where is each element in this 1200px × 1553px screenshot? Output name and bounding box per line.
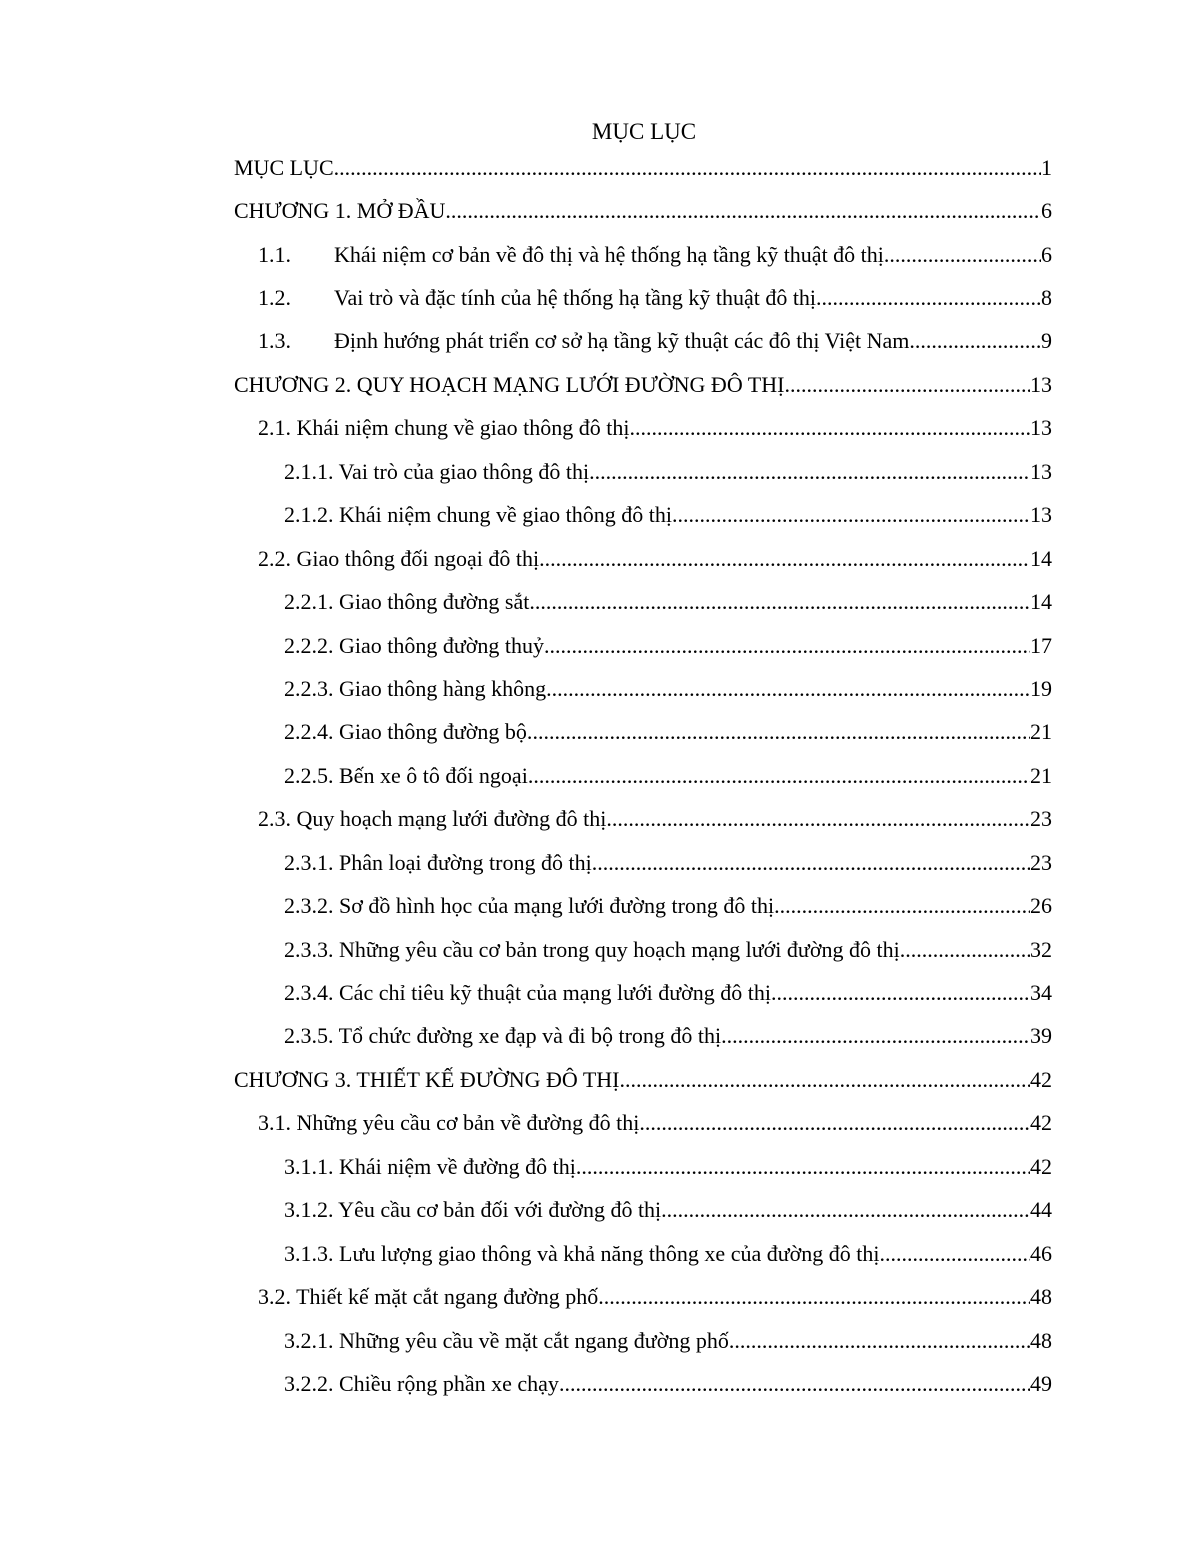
toc-dot-leader xyxy=(774,893,1030,919)
toc-dot-leader xyxy=(771,980,1030,1006)
toc-dot-leader xyxy=(592,850,1030,876)
toc-page-number: 14 xyxy=(1030,589,1052,615)
toc-dot-leader xyxy=(334,155,1041,181)
toc-entry-number: 1.1. xyxy=(258,241,291,267)
toc-entry[interactable] xyxy=(234,276,1052,319)
toc-entry-text: 2.2.1. Giao thông đường sắt xyxy=(284,589,530,615)
toc-dot-leader xyxy=(529,589,1030,615)
toc-entry-text: CHƯƠNG 3. THIẾT KẾ ĐƯỜNG ĐÔ THỊ xyxy=(234,1066,620,1092)
toc-entry[interactable] xyxy=(234,1362,1052,1405)
toc-entry[interactable] xyxy=(234,798,1052,841)
toc-page-number: 9 xyxy=(1041,328,1052,354)
toc-entry-text: 2.3.4. Các chỉ tiêu kỹ thuật của mạng lưới đường đô thị xyxy=(284,980,772,1006)
toc-entry-text: 3.1. Những yêu cầu cơ bản về đường đô thị xyxy=(258,1110,640,1136)
toc-page-number: 46 xyxy=(1030,1240,1052,1266)
toc-entry-number: 1.3. xyxy=(258,328,291,354)
toc-dot-leader xyxy=(620,1067,1030,1093)
toc-entry-text: 3.1.1. Khái niệm về đường đô thị xyxy=(284,1153,576,1179)
toc-page-number: 42 xyxy=(1030,1110,1052,1136)
toc-dot-leader xyxy=(729,1328,1030,1354)
toc-entry[interactable] xyxy=(234,233,1052,276)
toc-entry-text: 2.1. Khái niệm chung về giao thông đô thị xyxy=(258,415,630,441)
toc-dot-leader xyxy=(528,763,1030,789)
toc-entry-text: 3.2. Thiết kế mặt cắt ngang đường phố xyxy=(258,1284,599,1310)
toc-entry[interactable] xyxy=(234,841,1052,884)
toc-entry-text: 2.2.3. Giao thông hàng không xyxy=(284,675,547,701)
toc-entry[interactable] xyxy=(234,1102,1052,1145)
toc-entry-text: 2.2. Giao thông đối ngoại đô thị xyxy=(258,545,540,571)
toc-dot-leader xyxy=(550,633,1030,659)
toc-entry-text: 3.2.2. Chiều rộng phần xe chạy xyxy=(284,1370,559,1396)
toc-entry-text: 2.3.5. Tổ chức đường xe đạp và đi bộ trong đô thị xyxy=(284,1023,722,1049)
toc-entry-text: Khái niệm cơ bản về đô thị và hệ thống hạ tầng kỹ thuật đô thị xyxy=(334,241,884,267)
toc-dot-leader xyxy=(532,719,1030,745)
toc-entry[interactable] xyxy=(234,537,1052,580)
toc-entry-text: 2.1.2. Khái niệm chung về giao thông đô thị xyxy=(284,502,672,528)
toc-entry-text: 2.1.1. Vai trò của giao thông đô thị xyxy=(284,458,590,484)
toc-page-number: 13 xyxy=(1030,502,1052,528)
toc-page-number: 49 xyxy=(1030,1370,1052,1396)
toc-entry-text: Định hướng phát triển cơ sở hạ tầng kỹ thuật các đô thị Việt Nam xyxy=(334,328,910,354)
toc-entry[interactable] xyxy=(234,884,1052,927)
toc-page-number: 19 xyxy=(1030,675,1052,701)
toc-entry[interactable] xyxy=(234,667,1052,710)
toc-dot-leader xyxy=(589,459,1030,485)
table-of-contents xyxy=(234,146,1052,1406)
toc-entry-text: CHƯƠNG 2. QUY HOẠCH MẠNG LƯỚI ĐƯỜNG ĐÔ THỊ xyxy=(234,371,785,397)
toc-entry-text: 2.3.3. Những yêu cầu cơ bản trong quy hoạch mạng lưới đường đô thị xyxy=(284,936,900,962)
toc-dot-leader xyxy=(576,1154,1030,1180)
toc-entry-text: 3.1.3. Lưu lượng giao thông và khả năng thông xe của đường đô thị xyxy=(284,1240,880,1266)
toc-page-number: 1 xyxy=(1041,154,1052,180)
toc-page-number: 23 xyxy=(1030,806,1052,832)
toc-page-number: 48 xyxy=(1030,1284,1052,1310)
toc-entry-text: 3.1.2. Yêu cầu cơ bản đối với đường đô thị xyxy=(284,1197,662,1223)
toc-dot-leader xyxy=(884,242,1041,268)
toc-entry-text: 2.3. Quy hoạch mạng lưới đường đô thị xyxy=(258,806,607,832)
toc-entry[interactable] xyxy=(234,1232,1052,1275)
toc-entry[interactable] xyxy=(234,1145,1052,1188)
toc-page-number: 8 xyxy=(1041,285,1052,311)
toc-dot-leader xyxy=(784,372,1030,398)
toc-dot-leader xyxy=(639,1110,1030,1136)
toc-entry-text: 2.3.1. Phân loại đường trong đô thị xyxy=(284,849,592,875)
toc-dot-leader xyxy=(606,806,1030,832)
toc-entry[interactable] xyxy=(234,494,1052,537)
toc-entry[interactable] xyxy=(234,146,1052,189)
toc-entry[interactable] xyxy=(234,711,1052,754)
toc-page-number: 48 xyxy=(1030,1327,1052,1353)
toc-page-number: 13 xyxy=(1030,415,1052,441)
toc-page-number: 23 xyxy=(1030,849,1052,875)
toc-entry[interactable] xyxy=(234,1058,1052,1101)
toc-dot-leader xyxy=(598,1284,1030,1310)
toc-page-number: 21 xyxy=(1030,719,1052,745)
toc-page-number: 39 xyxy=(1030,1023,1052,1049)
toc-entry[interactable] xyxy=(234,450,1052,493)
toc-page-number: 44 xyxy=(1030,1197,1052,1223)
toc-dot-leader xyxy=(816,285,1041,311)
toc-dot-leader xyxy=(539,546,1030,572)
toc-entry-text: Vai trò và đặc tính của hệ thống hạ tầng kỹ thuật đô thị xyxy=(334,285,817,311)
toc-page-number: 21 xyxy=(1030,762,1052,788)
toc-entry[interactable] xyxy=(234,928,1052,971)
toc-entry[interactable] xyxy=(234,363,1052,406)
toc-dot-leader xyxy=(909,328,1041,354)
toc-entry-text: 2.2.5. Bến xe ô tô đối ngoại xyxy=(284,762,528,788)
toc-entry[interactable] xyxy=(234,407,1052,450)
toc-page-number: 13 xyxy=(1030,458,1052,484)
toc-entry-text: 2.2.4. Giao thông đường bộ. xyxy=(284,719,533,745)
toc-entry-text: CHƯƠNG 1. MỞ ĐẦU xyxy=(234,198,446,224)
toc-entry-number: 1.2. xyxy=(258,285,291,311)
toc-page-number: 17 xyxy=(1030,632,1052,658)
toc-entry[interactable] xyxy=(234,624,1052,667)
toc-entry[interactable] xyxy=(234,189,1052,232)
toc-entry[interactable] xyxy=(234,580,1052,623)
toc-dot-leader xyxy=(880,1241,1030,1267)
toc-entry[interactable] xyxy=(234,1015,1052,1058)
toc-dot-leader xyxy=(900,937,1030,963)
toc-dot-leader xyxy=(672,502,1030,528)
toc-page-number: 6 xyxy=(1041,198,1052,224)
toc-dot-leader xyxy=(721,1023,1030,1049)
toc-title: MỤC LỤC xyxy=(591,119,697,144)
toc-dot-leader xyxy=(546,676,1030,702)
toc-entry-text: 2.3.2. Sơ đồ hình học của mạng lưới đường trong đô thị xyxy=(284,893,775,919)
toc-entry[interactable] xyxy=(234,1319,1052,1362)
toc-page-number: 42 xyxy=(1030,1153,1052,1179)
toc-entry-text: 2.2.2. Giao thông đường thuỷ. xyxy=(284,632,550,658)
toc-page-number: 34 xyxy=(1030,980,1052,1006)
toc-entry[interactable] xyxy=(234,1275,1052,1318)
toc-page-number: 14 xyxy=(1030,545,1052,571)
toc-page-number: 26 xyxy=(1030,893,1052,919)
toc-entry[interactable] xyxy=(234,320,1052,363)
toc-entry-text: 3.2.1. Những yêu cầu về mặt cắt ngang đường phố xyxy=(284,1327,729,1353)
toc-dot-leader xyxy=(630,415,1031,441)
toc-entry[interactable] xyxy=(234,971,1052,1014)
toc-page-number: 42 xyxy=(1030,1066,1052,1092)
toc-page-number: 6 xyxy=(1041,241,1052,267)
toc-page-number: 13 xyxy=(1030,371,1052,397)
toc-dot-leader xyxy=(661,1197,1030,1223)
toc-page-number: 32 xyxy=(1030,936,1052,962)
toc-dot-leader xyxy=(445,198,1041,224)
toc-entry[interactable] xyxy=(234,1189,1052,1232)
toc-entry[interactable] xyxy=(234,754,1052,797)
toc-dot-leader xyxy=(559,1371,1030,1397)
toc-entry-text: MỤC LỤC xyxy=(234,154,334,180)
